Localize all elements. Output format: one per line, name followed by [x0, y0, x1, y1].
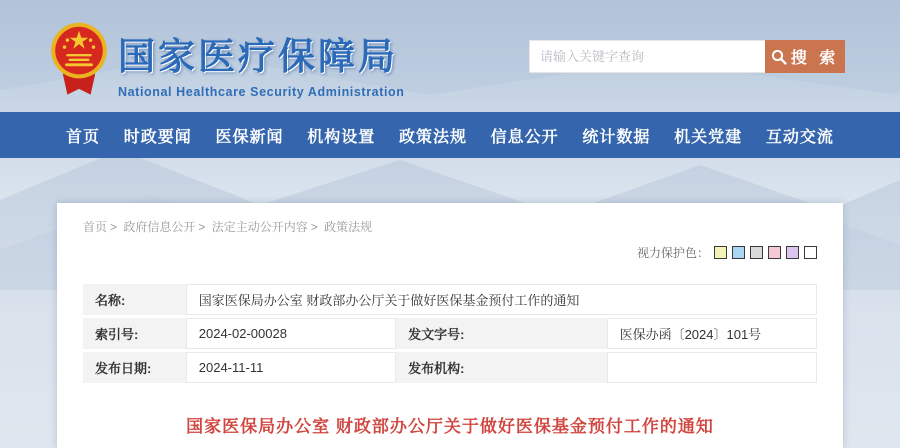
vision-color-swatch-pink[interactable] — [768, 246, 781, 259]
nav-item-interaction[interactable]: 互动交流 — [765, 128, 834, 146]
search-area — [529, 40, 845, 73]
publish-org-label: 发布机构: — [396, 352, 606, 383]
breadcrumb — [83, 218, 817, 235]
doc-number-label: 发文字号: — [396, 318, 606, 349]
doc-index-label: 索引号: — [83, 318, 186, 349]
breadcrumb-separator: > — [110, 220, 118, 234]
nav-item-current-politics[interactable]: 时政要闻 — [123, 128, 192, 146]
publish-date-value: 2024-11-11 — [186, 352, 396, 383]
national-emblem-logo — [50, 20, 108, 102]
content-card — [57, 203, 843, 448]
nav-item-policies[interactable]: 政策法规 — [398, 128, 467, 146]
doc-number-value: 医保办函〔2024〕101号 — [607, 318, 817, 349]
search-button-label: 搜 索 — [790, 50, 840, 67]
publish-date-label: 发布日期: — [83, 352, 186, 383]
publish-org-value — [607, 352, 817, 383]
nav-item-organization[interactable]: 机构设置 — [307, 128, 376, 146]
table-row — [83, 318, 817, 349]
search-button[interactable] — [765, 40, 845, 73]
site-title-block — [118, 26, 405, 99]
table-row — [83, 352, 817, 383]
vision-color-swatch-purple[interactable] — [786, 246, 799, 259]
document-meta-table — [83, 281, 817, 386]
breadcrumb-separator: > — [310, 220, 318, 234]
nav-item-statistics[interactable]: 统计数据 — [582, 128, 651, 146]
table-row — [83, 284, 817, 315]
breadcrumb-gov-info[interactable]: 政府信息公开 — [123, 220, 196, 234]
breadcrumb-separator: > — [198, 220, 206, 234]
vision-color-swatch-yellow[interactable] — [714, 246, 727, 259]
site-title: 国家医疗保障局 — [118, 36, 398, 77]
nav-item-party-building[interactable]: 机关党建 — [674, 128, 743, 146]
breadcrumb-home[interactable]: 首页 — [83, 220, 108, 234]
nav-item-info-disclosure[interactable]: 信息公开 — [490, 128, 559, 146]
breadcrumb-policies[interactable]: 政策法规 — [324, 220, 373, 234]
site-header — [0, 0, 900, 112]
doc-name-label: 名称: — [83, 284, 186, 315]
doc-index-value: 2024-02-00028 — [186, 318, 396, 349]
vision-color-swatch-blue[interactable] — [732, 246, 745, 259]
breadcrumb-statutory-disclosure[interactable]: 法定主动公开内容 — [211, 220, 308, 234]
main-nav — [0, 112, 900, 158]
search-input[interactable] — [529, 40, 765, 73]
vision-protection-label: 视力保护色： — [636, 246, 709, 260]
nav-item-medical-news[interactable]: 医保新闻 — [215, 128, 284, 146]
search-icon — [771, 49, 787, 65]
doc-name-value: 国家医保局办公室 财政部办公厅关于做好医保基金预付工作的通知 — [186, 284, 817, 315]
vision-color-swatch-gray[interactable] — [750, 246, 763, 259]
vision-protection-row — [83, 244, 817, 261]
site-subtitle: National Healthcare Security Administration — [118, 85, 405, 99]
article-title: 国家医保局办公室 财政部办公厅关于做好医保基金预付工作的通知 — [186, 417, 714, 436]
vision-color-swatch-white[interactable] — [804, 246, 817, 259]
nav-item-home[interactable]: 首页 — [66, 128, 101, 146]
